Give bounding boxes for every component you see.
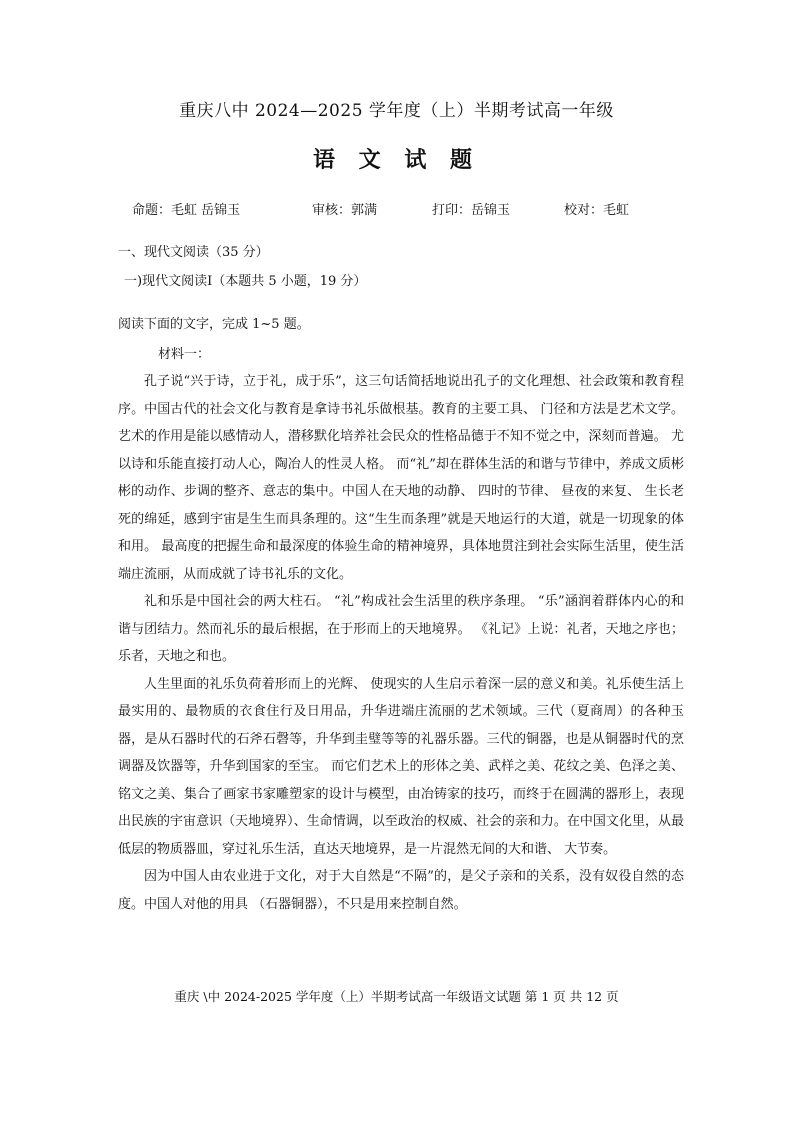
credit-reviewer: 审核：郭满 bbox=[312, 203, 378, 218]
page-footer: 重庆 \中 2024-2025 学年度（上）半期考试高一年级语文试题 第 1 页 共 12 页 bbox=[174, 989, 619, 1004]
paragraph: 礼和乐是中国社会的两大柱石。 “礼”构成社会生活里的秩序条理。 “乐”涵润着群体内心的和谐与团结力。然而礼乐的最后根据，在于形而上的天地境界。 《礼记》上说：礼者，天地之序也；乐者，天地之和也。 bbox=[118, 594, 684, 664]
instruction-text: 阅读下面的文字，完成 1~5 题。 bbox=[118, 317, 310, 332]
credit-proofreader: 校对：毛虹 bbox=[564, 203, 630, 218]
paragraph: 因为中国人由农业进于文化，对于大自然是“不隔”的，是父子亲和的关系，没有奴役自然的态度。中国人对他的用具 （石器铜器），不只是用来控制自然。 bbox=[118, 869, 684, 912]
subject-title: 语 文 试 题 bbox=[313, 147, 480, 173]
passage-body bbox=[118, 368, 684, 918]
material-label: 材料一： bbox=[158, 347, 211, 362]
credit-printer: 打印：岳锦玉 bbox=[432, 203, 511, 218]
subsection-heading: 一)现代文阅读Ⅰ（本题共 5 小题，19 分） bbox=[124, 274, 367, 289]
section-heading: 一、现代文阅读（35 分） bbox=[118, 245, 269, 260]
paragraph: 人生里面的礼乐负荷着形而上的光辉、 使现实的人生启示着深一层的意义和美。礼乐使生活上最实用的、最物质的衣食住行及日用品，升华进端庄流丽的艺术领域。三代（夏商周）的各种玉器，是从石器时代的石斧石磬等，升华到圭璧等等的礼器乐器。三代的铜器，也是从铜器时代的烹调器及饮器等，升华到国家的至宝。 而它们艺术上的形体之美、武样之美、花纹之美、色泽之美、铭文之美、集合了画家书家雕塑家的设计与模型，由冶铸家的技巧，而终于在圆满的器形上，表现出民族的宇宙意识（天地境界）、生命情调，以至政治的权威、社会的亲和力。在中国文化里，从最低层的物质器皿，穿过礼乐生活，直达天地境界，是一片混然无间的大和谐、 大节奏。 bbox=[118, 676, 684, 857]
paragraph: 孔子说“兴于诗，立于礼，成于乐”，这三句话简括地说出孔子的文化理想、社会政策和教育程序。中国古代的社会文化与教育是拿诗书礼乐做根基。教育的主要工具、 门径和方法是艺术文学。艺术的作用是能以感情动人，潜移默化培养社会民众的性格品德于不知不觉之中，深刻而普遍。 尤以诗和乐能直接打动人心，陶冶人的性灵人格。 而“礼”却在群体生活的和谐与节律中，养成文质彬彬的动作、步调的整齐、意志的集中。中国人在天地的动静、 四时的节律、 昼夜的来复、 生长老死的绵延，感到宇宙是生生而具条理的。这“生生而条理”就是天地运行的大道，就是一切现象的体和用。 最高度的把握生命和最深度的体验生命的精神境界，具体地贯注到社会实际生活里，使生活端庄流丽，从而成就了诗书礼乐的文化。 bbox=[118, 374, 684, 582]
exam-title: 重庆八中 2024—2025 学年度（上）半期考试高一年级 bbox=[179, 101, 614, 121]
credit-author: 命题：毛虹 岳锦玉 bbox=[132, 203, 241, 218]
